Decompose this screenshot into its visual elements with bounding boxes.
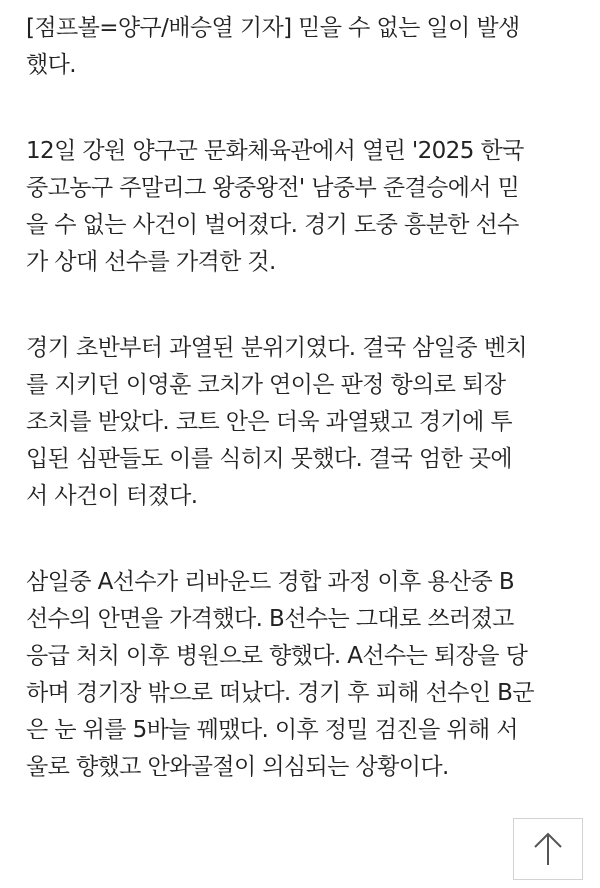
text-line: 를 지키던 이영훈 코치가 연이은 판정 항의로 퇴장 [26,372,506,398]
paragraph-3 [26,330,586,515]
text-line: 선수의 안면을 가격했다. B선수는 그대로 쓰러졌고 [26,606,514,632]
text-line: 중고농구 주말리그 왕중왕전' 남중부 준결승에서 믿 [26,175,520,201]
paragraph-2 [26,133,586,281]
text-line: 은 눈 위를 5바늘 꿰맸다. 이후 정밀 검진을 위해 서 [26,717,518,743]
paragraph-1 [26,10,586,84]
text-line: [점프볼=양구/배승열 기자] 믿을 수 없는 일이 발생 [26,15,520,41]
text-line: 삼일중 A선수가 리바운드 경합 과정 이후 용산중 B [26,569,515,595]
text-line: 했다. [26,52,76,78]
text-line: 을 수 없는 사건이 벌어졌다. 경기 도중 흥분한 선수 [26,212,519,238]
text-line: 울로 향했고 안와골절이 의심되는 상황이다. [26,754,449,780]
text-line: 응급 처치 이후 병원으로 향했다. A선수는 퇴장을 당 [26,643,528,669]
article-body [26,10,586,835]
text-line: 하며 경기장 밖으로 떠났다. 경기 후 피해 선수인 B군 [26,680,534,706]
text-line: 경기 초반부터 과열된 분위기였다. 결국 삼일중 벤치 [26,335,527,361]
scroll-to-top-button[interactable] [513,818,583,880]
text-line: 입된 심판들도 이를 식히지 못했다. 결국 엄한 곳에 [26,446,513,472]
text-line: 서 사건이 터졌다. [26,483,198,509]
text-line: 가 상대 선수를 가격한 것. [26,249,276,275]
arrow-up-icon [532,831,564,867]
paragraph-4 [26,564,586,786]
text-line: 12일 강원 양구군 문화체육관에서 열린 '2025 한국 [26,138,524,164]
text-line: 조치를 받았다. 코트 안은 더욱 과열됐고 경기에 투 [26,409,513,435]
